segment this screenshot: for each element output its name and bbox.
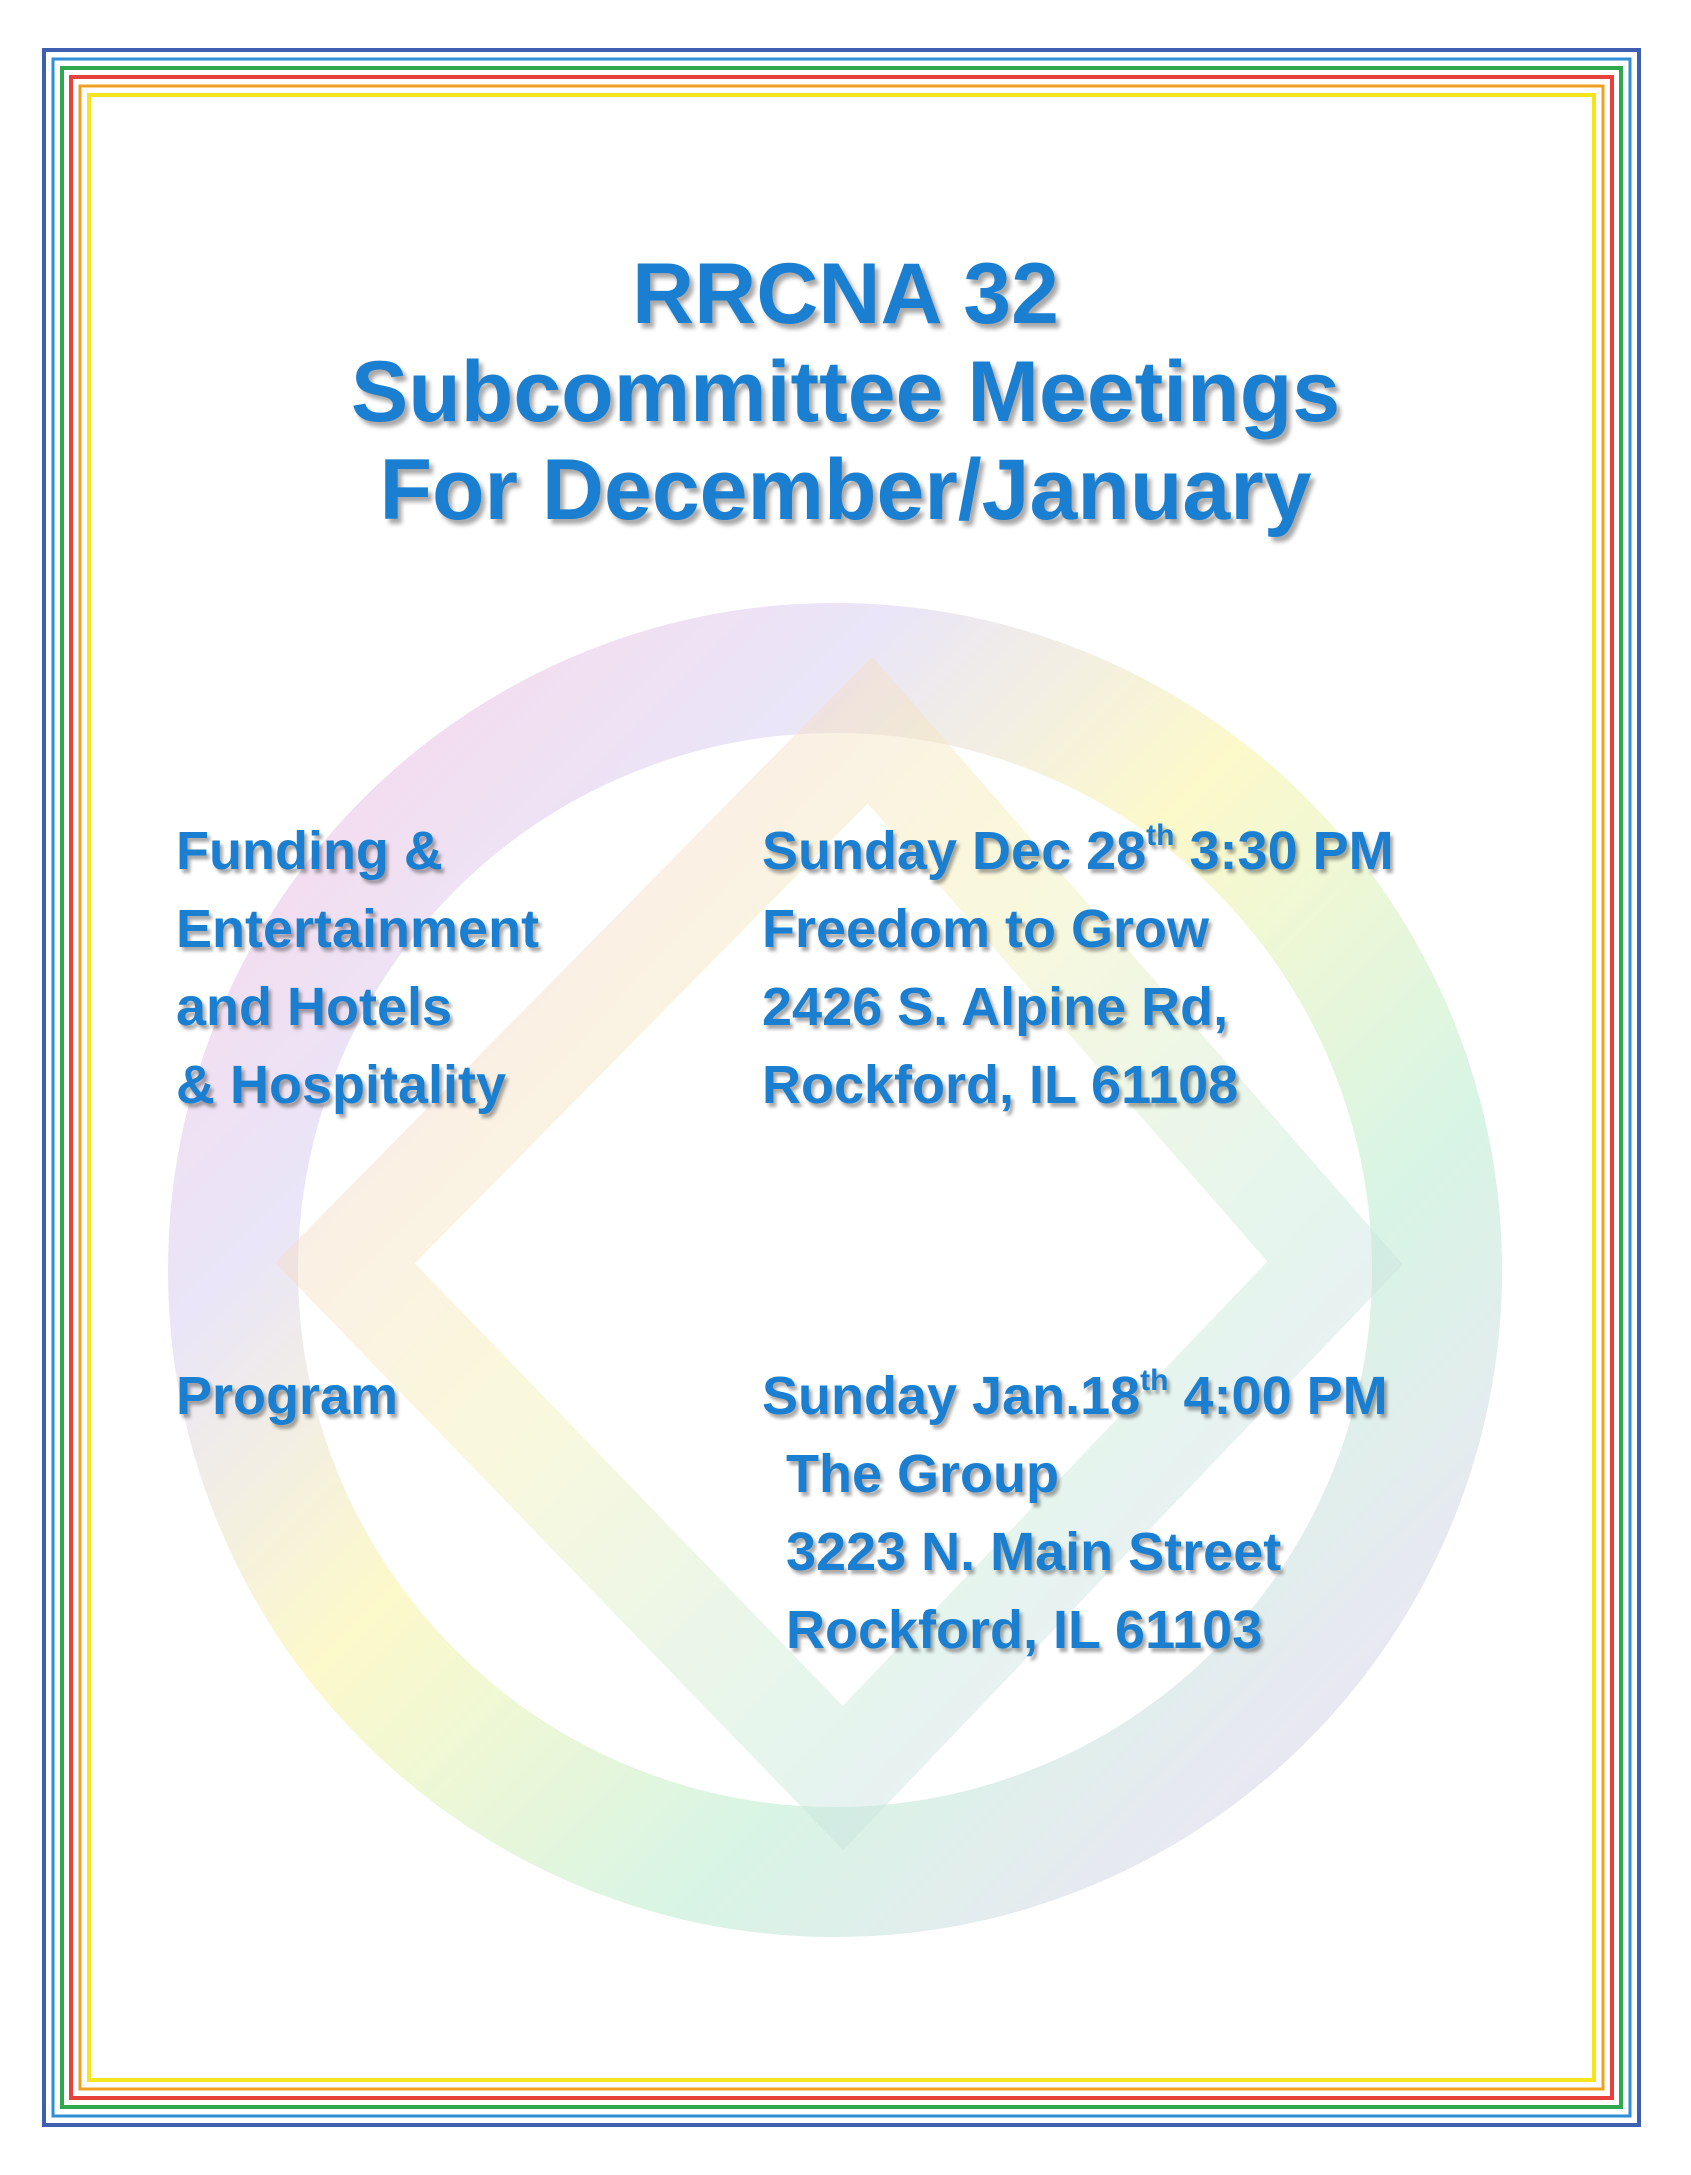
location-line: 3223 N. Main Street bbox=[786, 1522, 1282, 1582]
committee-line: Entertainment bbox=[176, 899, 540, 959]
committee-line: and Hotels bbox=[176, 977, 453, 1037]
page-title bbox=[0, 245, 1691, 539]
meeting-time: 4:00 PM bbox=[1183, 1366, 1388, 1426]
meeting-2-committees bbox=[176, 1357, 398, 1435]
meeting-1-details bbox=[762, 812, 1394, 1124]
date-suffix: th bbox=[1146, 819, 1175, 852]
meeting-1-committees bbox=[176, 812, 539, 1124]
title-line-1: RRCNA 32 bbox=[632, 246, 1059, 342]
meeting-time: 3:30 PM bbox=[1189, 821, 1394, 881]
location-line: Freedom to Grow bbox=[762, 899, 1210, 959]
title-line-3: For December/January bbox=[379, 442, 1312, 538]
title-line-2: Subcommittee Meetings bbox=[350, 344, 1341, 440]
date-suffix: th bbox=[1140, 1364, 1169, 1397]
meeting-date: Sunday Jan.18 bbox=[762, 1366, 1141, 1426]
location-line: 2426 S. Alpine Rd, bbox=[762, 977, 1229, 1037]
location-line: Rockford, IL 61108 bbox=[762, 1055, 1239, 1115]
meeting-2-details bbox=[762, 1357, 1388, 1669]
location-line: Rockford, IL 61103 bbox=[786, 1600, 1263, 1660]
na-emblem-watermark bbox=[165, 600, 1505, 1940]
meeting-2-datetime bbox=[762, 1357, 1388, 1435]
meeting-date: Sunday Dec 28 bbox=[762, 821, 1147, 881]
committee-line: & Hospitality bbox=[176, 1055, 507, 1115]
meeting-1-datetime bbox=[762, 812, 1394, 890]
location-line: The Group bbox=[786, 1444, 1059, 1504]
committee-line: Funding & bbox=[176, 821, 443, 881]
committee-line: Program bbox=[176, 1366, 399, 1426]
